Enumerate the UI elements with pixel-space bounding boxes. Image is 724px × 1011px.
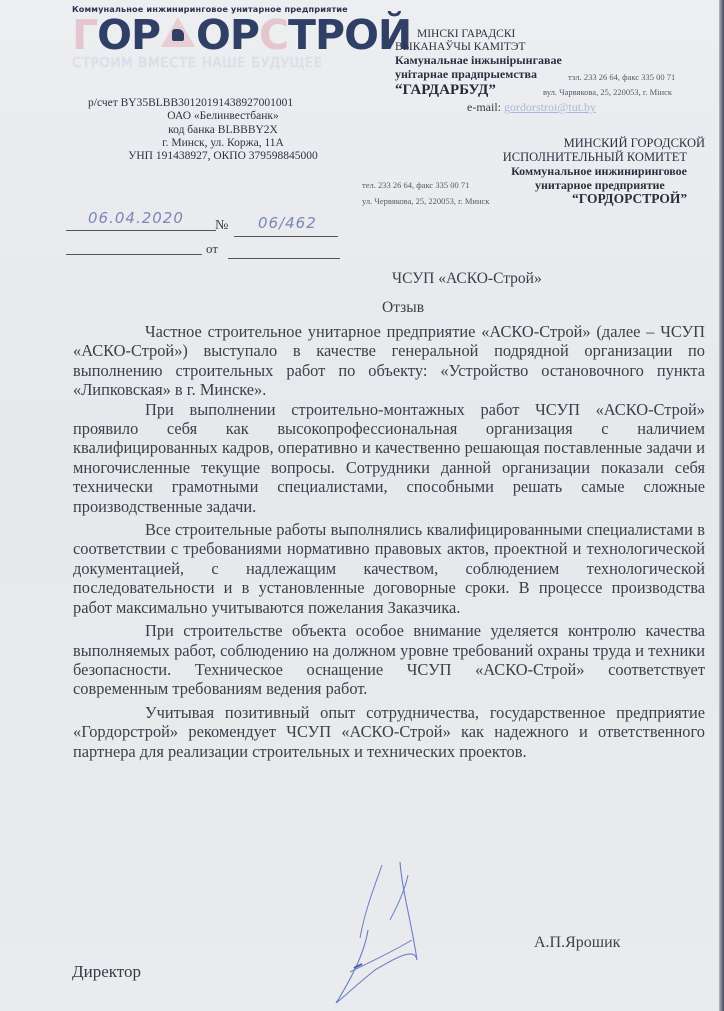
- number-label: №: [215, 218, 229, 233]
- by-line-1: МІНСКІ ГАРАДСКІ: [417, 28, 516, 40]
- reg-number: 06/462: [258, 214, 317, 232]
- signer-position: Директор: [72, 962, 141, 981]
- company-ids: УНП 191438927, ОКПО 379598845000: [128, 150, 318, 163]
- by-line-3: Камунальнае інжынірынгавае: [395, 53, 562, 67]
- from-line-1: [66, 254, 202, 255]
- ru-line-2: ИСПОЛНИТЕЛЬНЫЙ КОМИТЕТ: [502, 150, 687, 164]
- by-line-4: унітарнае прадпрыемства: [395, 66, 538, 81]
- signer-name: А.П.Ярошик: [534, 934, 621, 951]
- header-belarusian: [395, 28, 715, 115]
- logo-part-or: ОР: [97, 11, 161, 59]
- ru-line-1: МИНСКИЙ ГОРОДСКОЙ: [563, 136, 705, 150]
- company-logo: [72, 4, 412, 84]
- paragraph-5: Учитывая позитивный опыт сотрудничества, государственное предприятие «Гордорстрой» рекомендует ЧСУП «АСКО-Строй» как надежного и ответственного партнера для реализации строительных и технических проектов.: [73, 702, 705, 761]
- header-russian: [360, 136, 705, 208]
- bank-code: код банка BLBBBY2X: [168, 123, 278, 136]
- handwritten-signature: [320, 860, 470, 1005]
- ru-line-4: унитарное предприятие: [535, 178, 665, 192]
- paragraph-3: Все строительные работы выполнялись квалифицированными специалистами в соответствии с требованиями нормативно правовых актов, проектной и технологической документацией, с надлежащим качеством, соблюдением технологической последовательности и в установленные договорные сроки. В процессе производства работ максимально учитываются пожелания Заказчика.: [73, 520, 705, 617]
- from-line-2: [228, 258, 340, 259]
- logo-letter-g: Г: [72, 11, 98, 59]
- email-label: e-mail:: [467, 100, 501, 114]
- from-label: от: [206, 241, 219, 256]
- paragraph-4: При строительстве объекта особое внимание уделяется контролю качества выполняемых работ, соблюдению на должном уровне требований охраны труда и техники безопасности. Техническое оснащение ЧСУП «АСКО-Строй» соответствует современным требованиям ведения работ.: [73, 621, 705, 699]
- logo-part-or-2: ОР: [196, 11, 259, 59]
- by-email-row: [395, 99, 715, 115]
- by-phone: тэл. 233 26 64, факс 335 00 71: [568, 72, 676, 82]
- letter-body: [73, 322, 705, 761]
- ru-company-name: “ГОРДОРСТРОЙ”: [572, 191, 688, 206]
- paragraph-1: Частное строительное унитарное предприятие «АСКО-Строй» (далее – ЧСУП «АСКО-Строй») выступало в качестве генеральной подрядной организации по выполнению строительных работ по объекту: «Устройство остановочного пункта «Липковская» в г. Минске».: [73, 322, 705, 400]
- logo-slogan: СТРОИМ ВМЕСТЕ НАШЕ БУДУЩЕЕ: [72, 56, 323, 71]
- ru-line-3: Коммунальное инжиниринговое: [511, 164, 687, 178]
- paragraph-2: При выполнении строительно-монтажных работ ЧСУП «АСКО-Строй» проявило себя как высокопрофессиональная организация с наличием квалифицированных кадров, оперативно и качественно решающая поставленные задачи и многочисленные текущие вопросы. Сотрудники данной организации показали себя технически грамотными специалистами, способными решать самые сложные производственные задачи.: [73, 399, 705, 516]
- email-link[interactable]: gordorstroi@tut.by: [503, 100, 597, 114]
- logo-wordmark: [72, 13, 411, 57]
- logo-part-troy: ТРОЙ: [288, 11, 412, 59]
- page-edge-shadow: [719, 0, 724, 1011]
- letter-title: Отзыв: [382, 299, 425, 316]
- ru-phone: тел. 233 26 64, факс 335 00 71: [362, 180, 470, 190]
- road-worker-sign-icon: [161, 17, 195, 47]
- bank-name: ОАО «Белинвестбанк»: [167, 110, 279, 123]
- logo-top-line: Коммунальное инжиниринговое унитарное предприятие: [72, 4, 348, 14]
- reg-date: 06.04.2020: [88, 209, 184, 227]
- by-company-name: “ГАРДАРБУД”: [395, 82, 496, 98]
- bank-account: р/счет BY35BLBB30120191438927001001: [88, 97, 294, 109]
- ru-address: ул. Червякова, 25, 220053, г. Минск: [362, 196, 490, 206]
- bank-address: г. Минск, ул. Коржа, 11А: [162, 136, 284, 149]
- by-line-2: ВЫКАНАЎЧЫ КАМІТЭТ: [395, 41, 526, 53]
- recipient: ЧСУП «АСКО-Строй»: [392, 270, 542, 287]
- bank-details: [88, 97, 358, 163]
- number-line: [234, 236, 338, 237]
- logo-letter-s: С: [258, 11, 289, 59]
- date-line: [66, 230, 216, 231]
- by-address: вул. Чарвякова, 25, 220053, г. Мінск: [543, 87, 672, 97]
